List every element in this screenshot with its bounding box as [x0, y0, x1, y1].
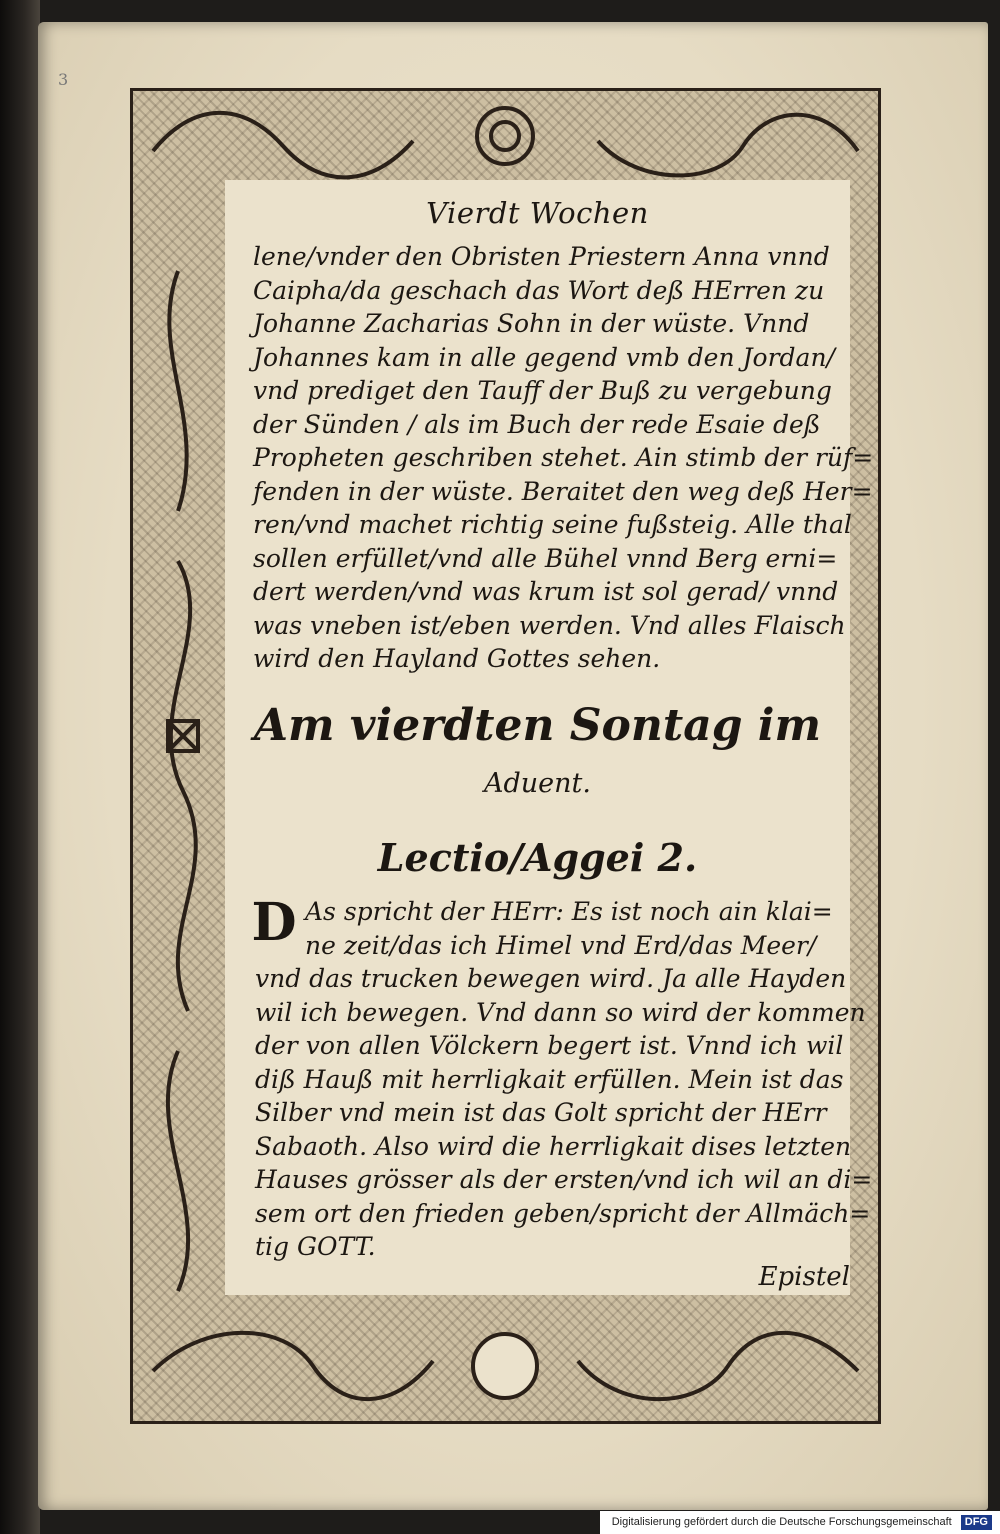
section-title: Am vierdten Sontag im	[253, 700, 822, 751]
text-line: Propheten geschriben stehet. Ain stimb der rüf=	[253, 443, 874, 472]
text-line: Sabaoth. Also wird die herrligkait dises letzten	[255, 1131, 852, 1161]
footer-credit: Digitalisierung gefördert durch die Deutsche Forschungsgemeinschaft	[611, 1516, 952, 1528]
text-line: fenden in der wüste. Beraitet den weg deß Her=	[253, 476, 873, 506]
reading-text	[251, 892, 873, 1264]
text-line: was vneben ist/eben werden. Vnd alles Flaisch	[253, 610, 846, 640]
text-line: sem ort den frieden geben/spricht der Allmäch=	[255, 1198, 871, 1228]
catchword: Epistel	[758, 1262, 850, 1292]
text-line: diß Hauß mit herrligkait erfüllen. Mein ist das	[255, 1064, 844, 1094]
text-line: wird den Hayland Gottes sehen.	[253, 644, 661, 673]
digitization-footer	[600, 1511, 1000, 1534]
text-line: der Sünden / als im Buch der rede Esaie deß	[253, 409, 821, 439]
text-line: ren/vnd machet richtig seine fußsteig. Alle thal	[253, 510, 852, 539]
text-line: dert werden/vnd was krum ist sol gerad/ vnnd	[253, 577, 839, 606]
text-line: Caipha/da geschach das Wort deß HErren zu	[253, 275, 825, 305]
text-line: wil ich bewegen. Vnd dann so wird der kommen	[255, 997, 866, 1027]
text-line: Johanne Zacharias Sohn in der wüste. Vnnd	[253, 309, 810, 338]
text-line: vnd prediget den Tauff der Buß zu vergebung	[253, 376, 832, 405]
drop-initial: D	[251, 892, 297, 953]
text-line: sollen erfüllet/vnd alle Bühel vnnd Berg erni=	[253, 543, 838, 573]
body-text	[253, 240, 874, 676]
text-line: As spricht der HErr: Es ist noch ain klai=	[305, 897, 833, 926]
text-line: Johannes kam in alle gegend vmb den Jordan/	[253, 342, 835, 372]
book-spine	[0, 0, 40, 1534]
text-line: tig GOTT.	[255, 1232, 376, 1261]
pencil-page-mark: 3	[58, 70, 69, 89]
text-line: lene/vnder den Obristen Priestern Anna vnnd	[253, 242, 830, 271]
dfg-logo: DFG	[961, 1515, 992, 1530]
text-line: der von allen Völckern begert ist. Vnnd ich wil	[255, 1031, 844, 1060]
section-subtitle: Aduent.	[484, 768, 591, 799]
text-line: ne zeit/das ich Himel vnd Erd/das Meer/	[305, 930, 817, 960]
running-head: Vierdt Wochen	[426, 196, 649, 230]
text-line: Hauses grösser als der ersten/vnd ich wil an di=	[255, 1165, 873, 1194]
text-line: vnd das trucken bewegen wird. Ja alle Hayden	[255, 964, 847, 993]
text-block	[225, 180, 874, 1295]
lesson-heading: Lectio/Aggei 2.	[377, 835, 698, 880]
text-line: Silber vnd mein ist das Golt spricht der HErr	[255, 1098, 827, 1127]
